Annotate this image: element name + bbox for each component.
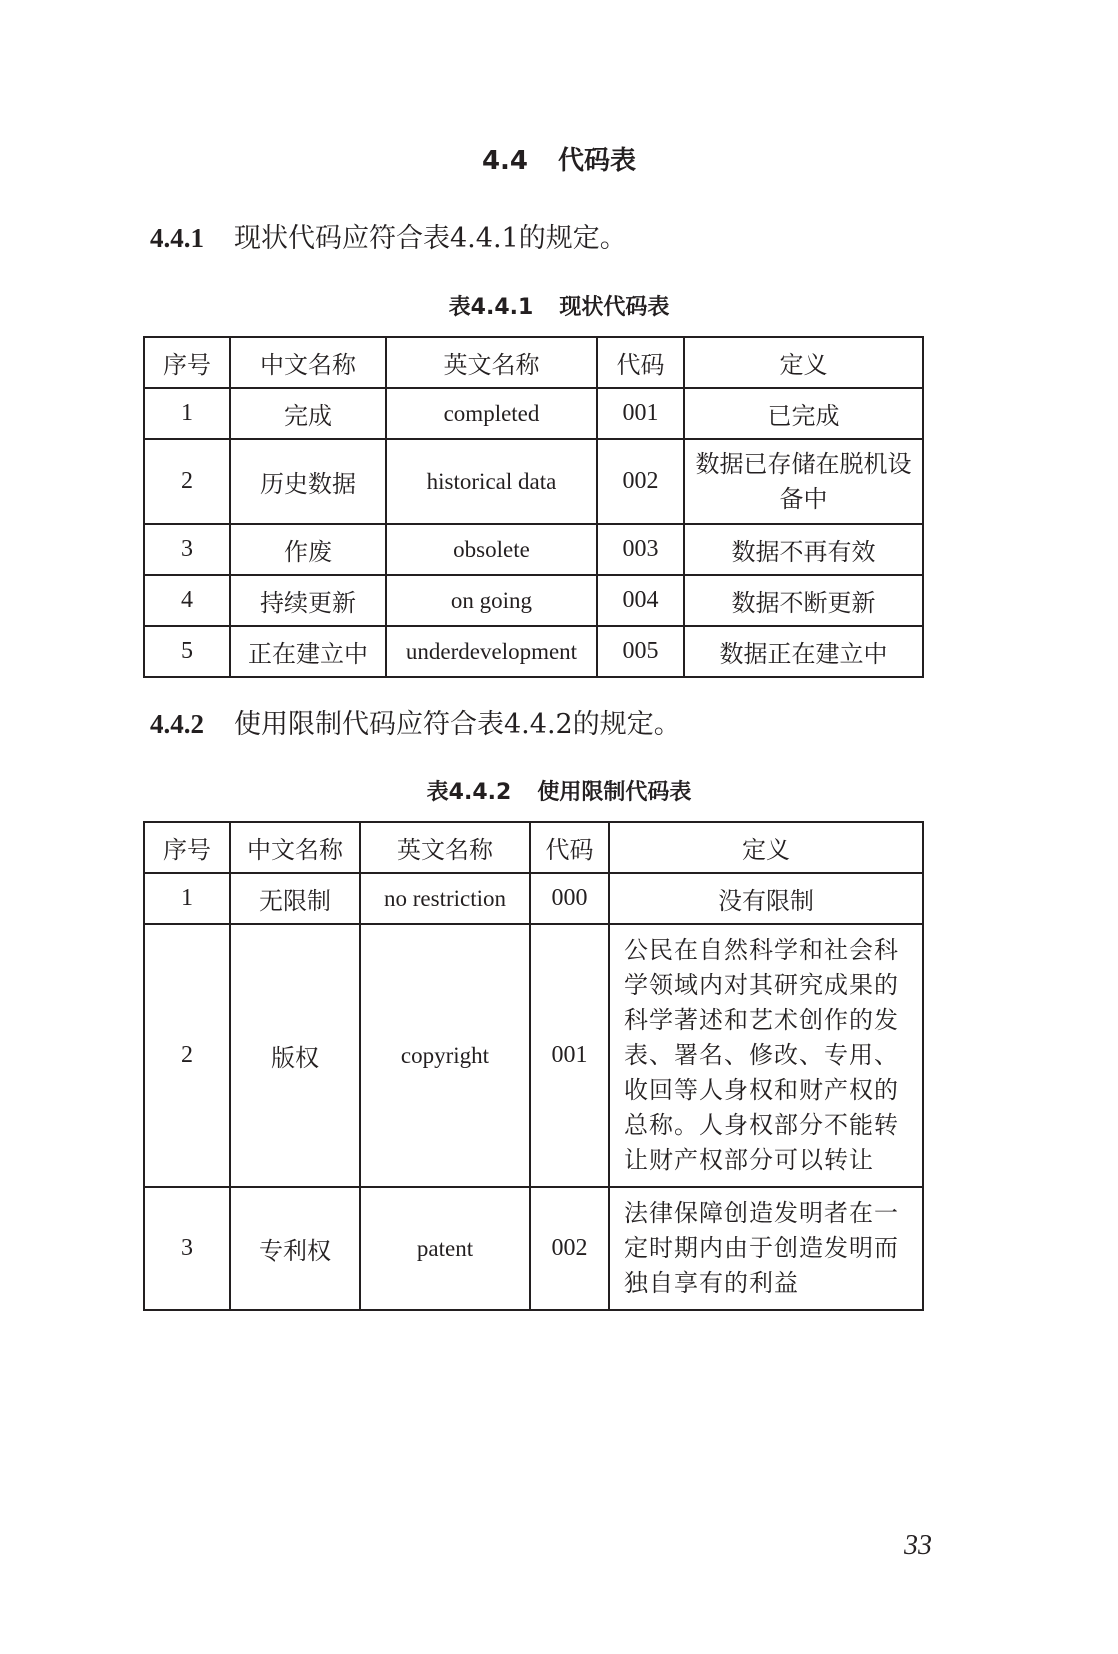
english-name-cell: underdevelopment bbox=[386, 626, 597, 677]
index-cell: 1 bbox=[144, 873, 230, 924]
table-row bbox=[144, 626, 923, 677]
header-cell: 英文名称 bbox=[386, 337, 597, 388]
header-cell: 定义 bbox=[684, 337, 923, 388]
section-heading bbox=[0, 140, 1118, 177]
english-name-cell: historical data bbox=[386, 439, 597, 524]
chinese-name-cell: 历史数据 bbox=[230, 439, 386, 524]
definition-cell: 公民在自然科学和社会科学领域内对其研究成果的科学著述和艺术创作的发表、署名、修改、专用、收回等人身权和财产权的总称。人身权部分不能转让财产权部分可以转让 bbox=[609, 924, 923, 1187]
table-row bbox=[144, 388, 923, 439]
header-cell: 定义 bbox=[609, 822, 923, 873]
caption-number: 表4.4.1 bbox=[448, 295, 534, 320]
chinese-name-cell: 版权 bbox=[230, 924, 360, 1187]
table-header-row bbox=[144, 822, 923, 873]
english-name-cell: on going bbox=[386, 575, 597, 626]
clause-text: 现状代码应符合表4.4.1的规定。 bbox=[234, 223, 627, 254]
index-cell: 1 bbox=[144, 388, 230, 439]
code-cell: 000 bbox=[530, 873, 609, 924]
header-cell: 中文名称 bbox=[230, 822, 360, 873]
table-row bbox=[144, 873, 923, 924]
header-cell: 英文名称 bbox=[360, 822, 530, 873]
code-cell: 002 bbox=[597, 439, 684, 524]
caption-number: 表4.4.2 bbox=[426, 780, 512, 805]
header-cell: 中文名称 bbox=[230, 337, 386, 388]
section-title: 代码表 bbox=[558, 146, 637, 176]
table-header-row bbox=[144, 337, 923, 388]
usage-restriction-code-table bbox=[143, 821, 924, 1311]
table-caption-2 bbox=[0, 775, 1118, 806]
english-name-cell: obsolete bbox=[386, 524, 597, 575]
page-number: 33 bbox=[904, 1530, 932, 1561]
section-number: 4.4 bbox=[481, 146, 529, 176]
code-cell: 003 bbox=[597, 524, 684, 575]
index-cell: 3 bbox=[144, 1187, 230, 1310]
index-cell: 3 bbox=[144, 524, 230, 575]
caption-title: 现状代码表 bbox=[559, 295, 670, 320]
code-cell: 005 bbox=[597, 626, 684, 677]
status-code-table bbox=[143, 336, 924, 678]
chinese-name-cell: 专利权 bbox=[230, 1187, 360, 1310]
definition-cell: 数据不再有效 bbox=[684, 524, 923, 575]
table-row bbox=[144, 524, 923, 575]
table-row bbox=[144, 1187, 923, 1310]
chinese-name-cell: 完成 bbox=[230, 388, 386, 439]
index-cell: 4 bbox=[144, 575, 230, 626]
code-cell: 001 bbox=[530, 924, 609, 1187]
table-row bbox=[144, 439, 923, 524]
header-cell: 序号 bbox=[144, 337, 230, 388]
chinese-name-cell: 持续更新 bbox=[230, 575, 386, 626]
definition-cell: 数据不断更新 bbox=[684, 575, 923, 626]
index-cell: 2 bbox=[144, 439, 230, 524]
clause-text: 使用限制代码应符合表4.4.2的规定。 bbox=[234, 709, 681, 740]
clause-number: 4.4.1 bbox=[150, 223, 204, 253]
header-cell: 代码 bbox=[597, 337, 684, 388]
definition-cell: 法律保障创造发明者在一定时期内由于创造发明而独自享有的利益 bbox=[609, 1187, 923, 1310]
table-caption-1 bbox=[0, 290, 1118, 321]
english-name-cell: completed bbox=[386, 388, 597, 439]
code-cell: 004 bbox=[597, 575, 684, 626]
english-name-cell: no restriction bbox=[360, 873, 530, 924]
table-row bbox=[144, 924, 923, 1187]
definition-cell: 已完成 bbox=[684, 388, 923, 439]
chinese-name-cell: 正在建立中 bbox=[230, 626, 386, 677]
definition-cell: 数据正在建立中 bbox=[684, 626, 923, 677]
caption-title: 使用限制代码表 bbox=[537, 780, 692, 805]
definition-cell: 没有限制 bbox=[609, 873, 923, 924]
definition-cell: 数据已存储在脱机设备中 bbox=[684, 439, 923, 524]
index-cell: 2 bbox=[144, 924, 230, 1187]
code-cell: 002 bbox=[530, 1187, 609, 1310]
english-name-cell: copyright bbox=[360, 924, 530, 1187]
code-cell: 001 bbox=[597, 388, 684, 439]
clause-4-4-1 bbox=[150, 218, 627, 259]
chinese-name-cell: 作废 bbox=[230, 524, 386, 575]
english-name-cell: patent bbox=[360, 1187, 530, 1310]
clause-number: 4.4.2 bbox=[150, 709, 204, 739]
clause-4-4-2 bbox=[150, 704, 681, 745]
index-cell: 5 bbox=[144, 626, 230, 677]
table-row bbox=[144, 575, 923, 626]
header-cell: 序号 bbox=[144, 822, 230, 873]
header-cell: 代码 bbox=[530, 822, 609, 873]
chinese-name-cell: 无限制 bbox=[230, 873, 360, 924]
